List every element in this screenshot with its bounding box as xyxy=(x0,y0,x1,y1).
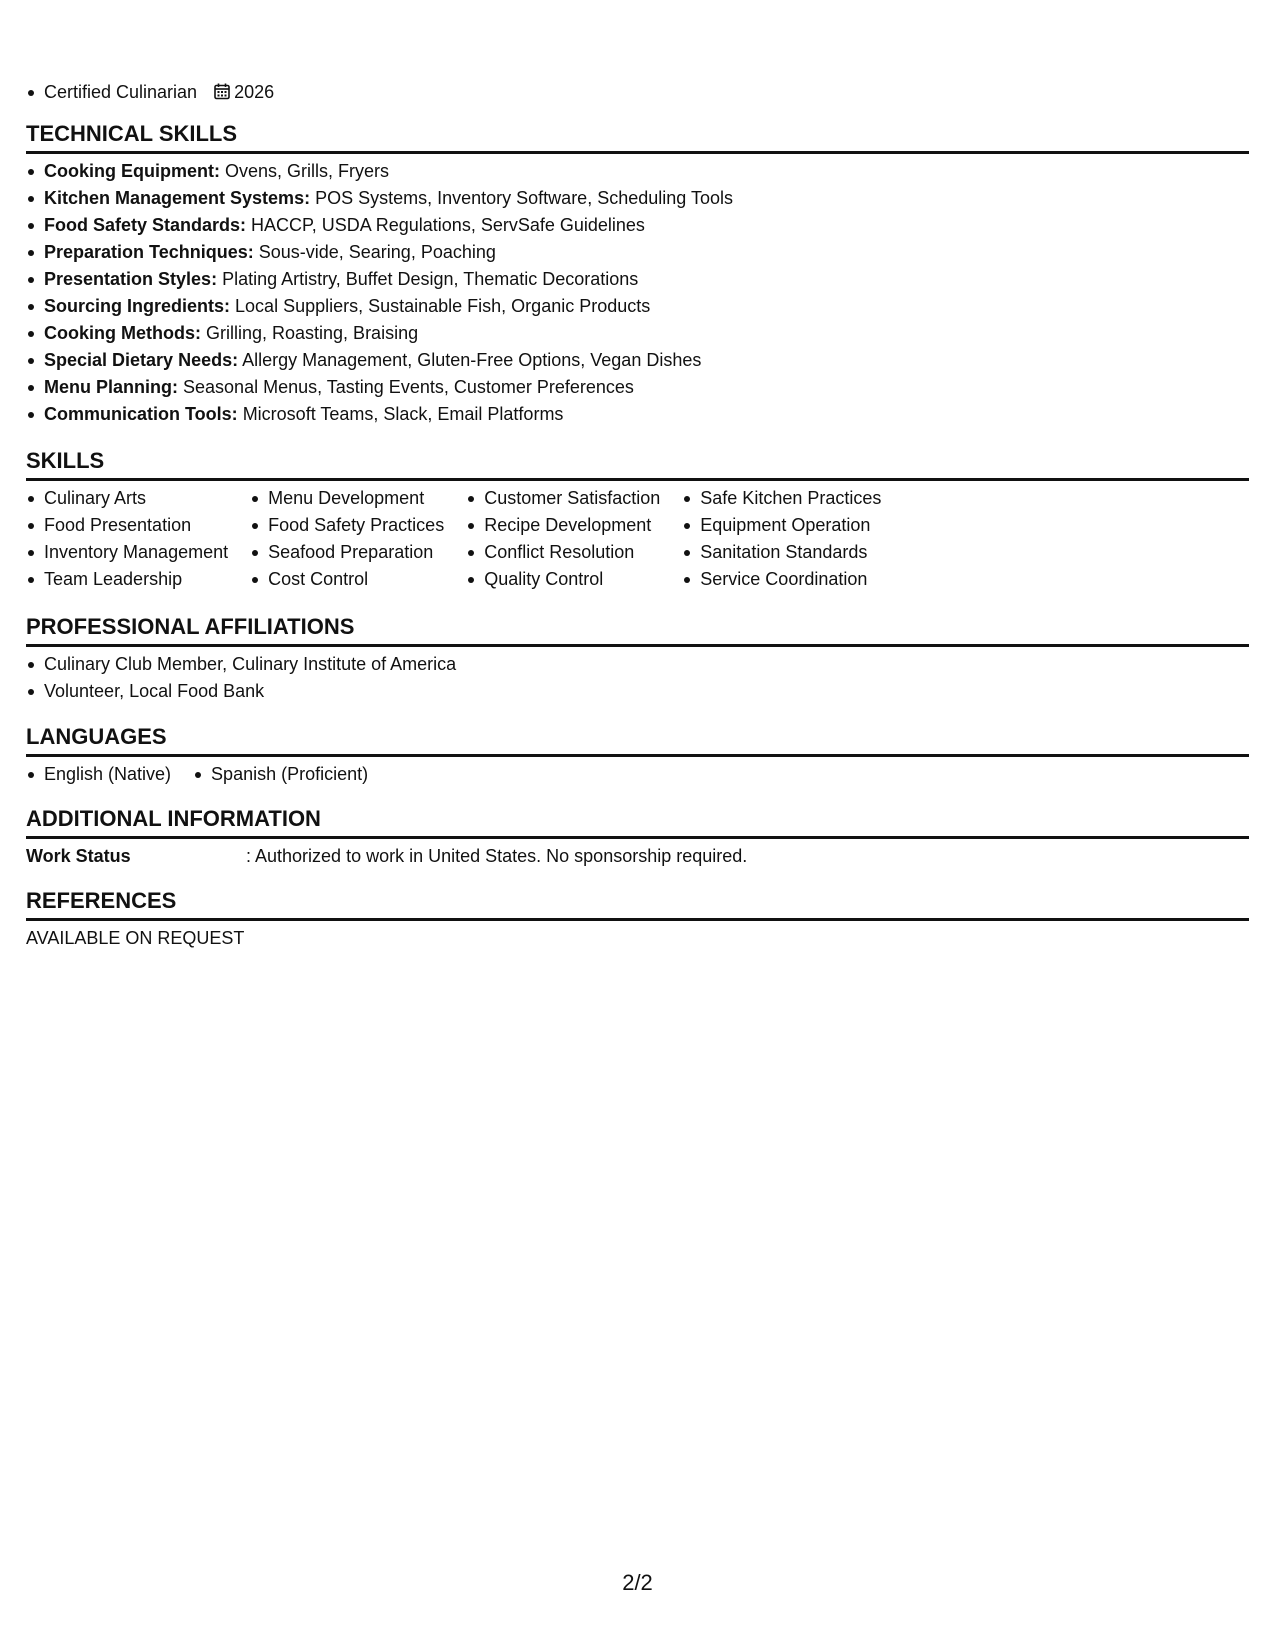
item-label: Preparation Techniques: xyxy=(44,242,254,262)
work-status-row xyxy=(26,843,1249,870)
additional-info-section xyxy=(26,806,1249,870)
list-item xyxy=(26,266,1249,293)
list-item: Safe Kitchen Practices xyxy=(682,485,881,512)
work-status-label: Work Status xyxy=(26,846,131,866)
item-text: Microsoft Teams, Slack, Email Platforms xyxy=(242,404,564,424)
languages-list xyxy=(26,761,1249,788)
list-item xyxy=(26,185,1249,212)
item-text: Allergy Management, Gluten-Free Options, Vegan Dishes xyxy=(242,350,702,370)
skills-column xyxy=(466,485,660,593)
item-text: Grilling, Roasting, Braising xyxy=(206,323,419,343)
section-title: TECHNICAL SKILLS xyxy=(26,121,1249,154)
list-item xyxy=(26,374,1249,401)
references-text: AVAILABLE ON REQUEST xyxy=(26,928,245,948)
list-item: Sanitation Standards xyxy=(682,539,881,566)
skills-column xyxy=(250,485,444,593)
list-item: Service Coordination xyxy=(682,566,881,593)
item-text: Sous-vide, Searing, Poaching xyxy=(258,242,496,262)
certification-name: Certified Culinarian xyxy=(44,82,198,102)
list-item: Customer Satisfaction xyxy=(466,485,660,512)
list-item: Team Leadership xyxy=(26,566,228,593)
list-item: Seafood Preparation xyxy=(250,539,444,566)
affiliations-section xyxy=(26,614,1249,705)
list-item: Inventory Management xyxy=(26,539,228,566)
item-text: Local Suppliers, Sustainable Fish, Organic Products xyxy=(235,296,651,316)
certification-date xyxy=(214,79,274,106)
section-title: ADDITIONAL INFORMATION xyxy=(26,806,1249,839)
list-item: Recipe Development xyxy=(466,512,660,539)
work-status-value: : Authorized to work in United States. No sponsorship required. xyxy=(246,846,748,866)
item-label: Kitchen Management Systems: xyxy=(44,188,311,208)
technical-skills-section xyxy=(26,121,1249,428)
list-item xyxy=(26,401,1249,428)
skills-columns xyxy=(26,485,1249,593)
list-item: Spanish (Proficient) xyxy=(193,761,368,788)
item-text: Ovens, Grills, Fryers xyxy=(225,161,390,181)
item-text: Seasonal Menus, Tasting Events, Customer Preferences xyxy=(183,377,634,397)
list-item xyxy=(26,239,1249,266)
list-item xyxy=(26,293,1249,320)
references-section xyxy=(26,888,1249,952)
certification-item xyxy=(26,79,274,106)
list-item: Food Presentation xyxy=(26,512,228,539)
item-text: POS Systems, Inventory Software, Scheduling Tools xyxy=(315,188,733,208)
item-label: Special Dietary Needs: xyxy=(44,350,239,370)
item-text: HACCP, USDA Regulations, ServSafe Guidelines xyxy=(251,215,645,235)
skills-section xyxy=(26,448,1249,593)
languages-section xyxy=(26,724,1249,788)
item-text: Plating Artistry, Buffet Design, Thematic Decorations xyxy=(222,269,639,289)
item-label: Food Safety Standards: xyxy=(44,215,247,235)
calendar-icon xyxy=(214,83,230,100)
list-item xyxy=(26,158,1249,185)
list-item: Culinary Club Member, Culinary Institute of America xyxy=(26,651,1249,678)
item-label: Sourcing Ingredients: xyxy=(44,296,231,316)
page-number: 2/2 xyxy=(622,1570,653,1595)
item-label: Presentation Styles: xyxy=(44,269,218,289)
list-item: Cost Control xyxy=(250,566,444,593)
section-title: PROFESSIONAL AFFILIATIONS xyxy=(26,614,1249,647)
skills-column xyxy=(682,485,881,593)
list-item: Volunteer, Local Food Bank xyxy=(26,678,1249,705)
section-title: LANGUAGES xyxy=(26,724,1249,757)
item-label: Cooking Equipment: xyxy=(44,161,220,181)
item-label: Communication Tools: xyxy=(44,404,238,424)
list-item: Culinary Arts xyxy=(26,485,228,512)
certification-list xyxy=(26,79,274,106)
technical-skills-list xyxy=(26,158,1249,428)
list-item: Quality Control xyxy=(466,566,660,593)
list-item: Menu Development xyxy=(250,485,444,512)
list-item: Equipment Operation xyxy=(682,512,881,539)
skills-column xyxy=(26,485,228,593)
certification-year: 2026 xyxy=(234,82,275,102)
affiliations-list xyxy=(26,651,1249,705)
list-item xyxy=(26,320,1249,347)
list-item: Conflict Resolution xyxy=(466,539,660,566)
item-label: Menu Planning: xyxy=(44,377,178,397)
list-item xyxy=(26,212,1249,239)
section-title: SKILLS xyxy=(26,448,1249,481)
list-item xyxy=(26,347,1249,374)
section-title: REFERENCES xyxy=(26,888,1249,921)
item-label: Cooking Methods: xyxy=(44,323,201,343)
list-item: Food Safety Practices xyxy=(250,512,444,539)
list-item: English (Native) xyxy=(26,761,171,788)
